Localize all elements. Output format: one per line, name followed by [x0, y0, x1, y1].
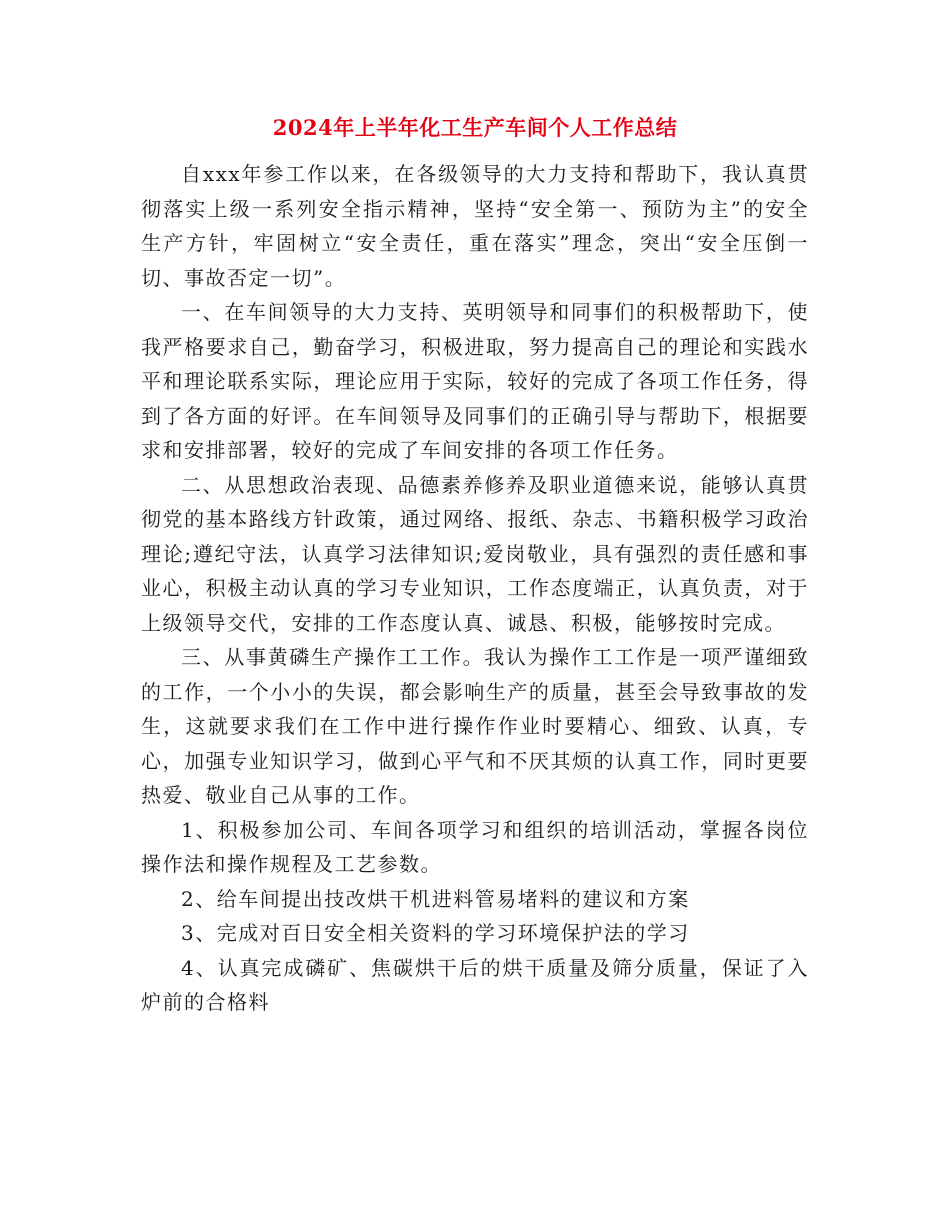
list-item-4: 4、认真完成磷矿、焦碳烘干后的烘干质量及筛分质量，保证了入炉前的合格料: [141, 955, 809, 1014]
paragraph-intro: 自xxx年参工作以来，在各级领导的大力支持和帮助下，我认真贯彻落实上级一系列安全指示精神，坚持“安全第一、预防为主”的安全生产方针，牢固树立“安全责任，重在落实”理念，突出“安全压倒一切、事故否定一切”。: [141, 162, 809, 290]
list-item-3: 3、完成对百日安全相关资料的学习环境保护法的学习: [181, 921, 690, 945]
paragraph-section-3: 三、从事黄磷生产操作工工作。我认为操作工工作是一项严谨细致的工作，一个小小的失误，都会影响生产的质量，甚至会导致事故的发生，这就要求我们在工作中进行操作作业时要精心、细致、认真，专心，加强专业知识学习，做到心平气和不厌其烦的认真工作，同时更要热爱、敬业自己从事的工作。: [141, 645, 809, 807]
document-body: [141, 157, 809, 1020]
document-title: 2024年上半年化工生产车间个人工作总结: [272, 115, 678, 140]
paragraph-section-1: 一、在车间领导的大力支持、英明领导和同事们的积极帮助下，使我严格要求自己，勤奋学习，积极进取，努力提高自己的理论和实践水平和理论联系实际，理论应用于实际，较好的完成了各项工作任务，得到了各方面的好评。在车间领导及同事们的正确引导与帮助下，根据要求和安排部署，较好的完成了车间安排的各项工作任务。: [141, 300, 809, 462]
list-item-1: 1、积极参加公司、车间各项学习和组织的培训活动，掌握各岗位操作法和操作规程及工艺参数。: [141, 817, 809, 876]
list-item-2: 2、给车间提出技改烘干机进料管易堵料的建议和方案: [181, 886, 690, 911]
paragraph-section-2: 二、从思想政治表现、品德素养修养及职业道德来说，能够认真贯彻党的基本路线方针政策，通过网络、报纸、杂志、书籍积极学习政治理论;遵纪守法，认真学习法律知识;爱岗敬业，具有强烈的责任感和事业心，积极主动认真的学习专业知识，工作态度端正，认真负责，对于上级领导交代，安排的工作态度认真、诚恳、积极，能够按时完成。: [141, 472, 809, 635]
